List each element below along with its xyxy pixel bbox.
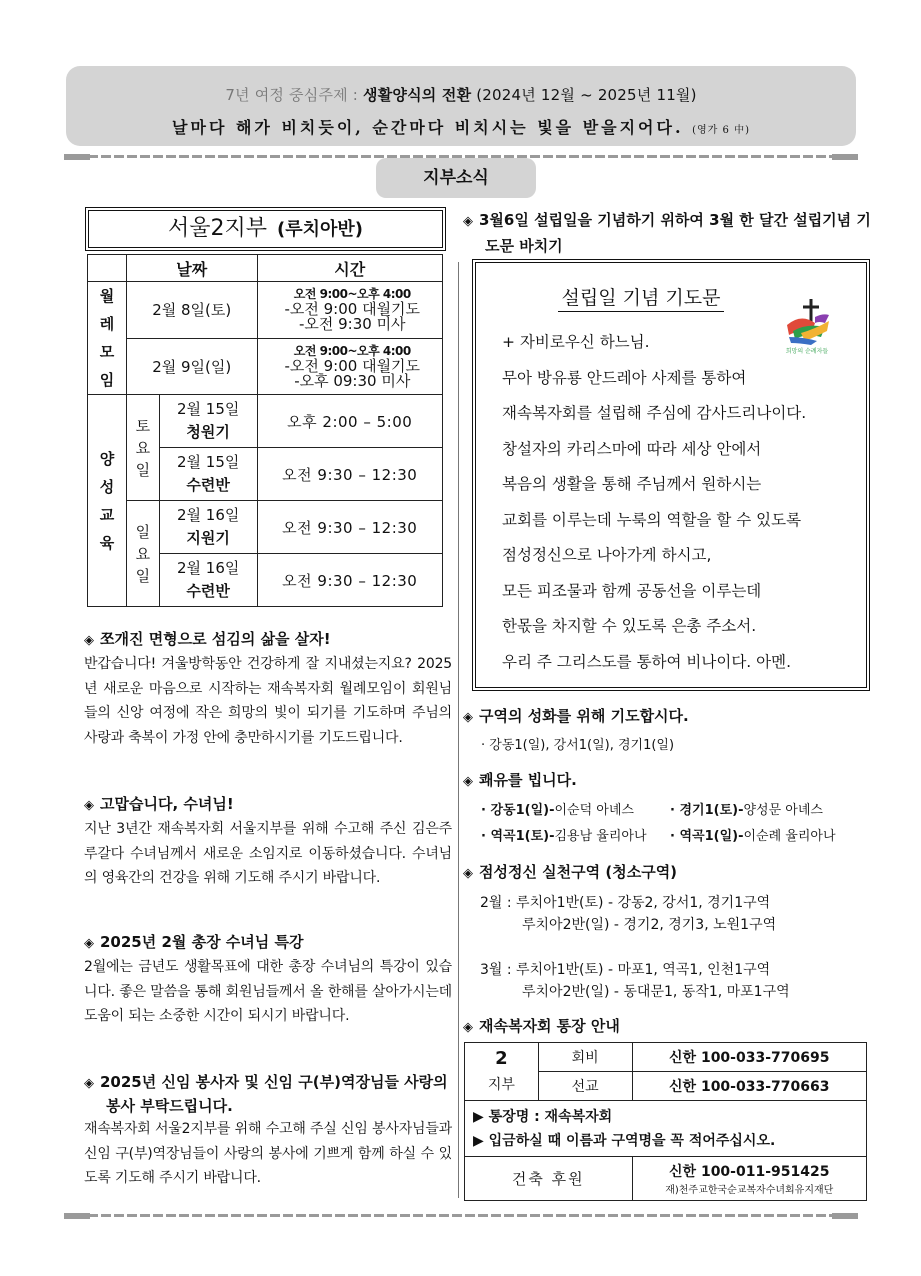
article-title: ◈ 쪼개진 면형으로 섬김의 삶을 살자! (84, 630, 331, 648)
diamond-icon: ◈ (463, 710, 473, 725)
district-prayer-list: · 강동1(일), 강서1(일), 경기1(일) (481, 738, 675, 753)
article-title: ◈ 2025년 2월 총장 수녀님 특강 (84, 933, 304, 951)
schedule-table (87, 254, 443, 607)
account-notes: ▶ 통장명 : 재속복자회 ▶ 입금하실 때 이름과 구역명을 꼭 적어주십시오. (465, 1101, 867, 1157)
healing-item: · 경기1(토)-양성문 아녜스 (670, 803, 823, 818)
diamond-icon: ◈ (84, 798, 94, 813)
healing-item: · 역곡1(토)-김용남 율리아나 (481, 829, 647, 844)
prayer-title: 설립일 기념 기도문 (476, 283, 806, 310)
article-2 (84, 793, 452, 891)
mission-account: 신한 100-033-770663 (632, 1072, 866, 1101)
table-row (465, 1101, 867, 1157)
section-title: 지부소식 (376, 158, 536, 198)
article-title: ◈ 2025년 신임 봉사자 및 신임 구(부)역장님들 사랑의 봉사 부탁드립니다. (84, 1073, 448, 1115)
prayer-box (475, 262, 867, 688)
building-label: 건축 후원 (465, 1157, 633, 1201)
header-motto-source: (영가 6 中) (692, 125, 750, 136)
monthly-date: 2월 9일(일) (126, 338, 257, 395)
diamond-icon: ◈ (463, 866, 473, 881)
schedule-col-time: 시간 (257, 255, 442, 282)
header-period: (2024년 12월 ~ 2025년 11월) (471, 86, 697, 104)
diamond-icon: ◈ (84, 1076, 94, 1091)
practice-line: 루치아2반(일) - 동대문1, 동작1, 마포1구역 (522, 984, 790, 1000)
formation-label: 양 성 교 육 (88, 395, 127, 607)
fee-account: 신한 100-033-770695 (632, 1043, 866, 1072)
divider-top-cap-left (64, 154, 90, 160)
prayer-text: + 자비로우신 하느님. 무아 방유룡 안드레아 사제를 통하여 재속복자회를 설립해 주심에 감사드리나이다. 창설자의 카리스마에 따라 세상 안에서 복음의 생활을 통해 주님께서 원하시는 교회를 이루는데 누룩의 역할을 할 수 있도록 점성정신으로 나아가게 하시고, 모든 피조물과 함께 공동선을 이루는데 한몫을 차지할 수 있도록 은총 주소서. 우리 주 그리스도를 통하여 비나이다. 아멘. (502, 333, 807, 671)
practice-line: 2월 : 루치아1반(토) - 강동2, 강서1, 경기1구역 (480, 895, 771, 911)
formation-date: 2월 15일 청원기 (159, 395, 257, 448)
monthly-meeting-label: 월 레 모 임 (88, 282, 127, 395)
formation-time: 오전 9:30 – 12:30 (257, 554, 442, 607)
founding-title: ◈ 3월6일 설립일을 기념하기 위하여 3월 한 달간 설립기념 기도문 바치기 (463, 211, 871, 255)
formation-date: 2월 16일 수련반 (159, 554, 257, 607)
article-body: 반갑습니다! 겨울방학동안 건강하게 잘 지내셨는지요? 2025년 새로운 마음으로 시작하는 재속복자회 월례모임이 회원님들의 신앙 여정에 작은 희망의 빛이 되기를 기도하며 주님의 사랑과 축복이 가정 안에 충만하시기를 기도드립니다. (84, 656, 452, 746)
table-row (88, 501, 443, 554)
column-divider (458, 262, 459, 1198)
healing-item: · 강동1(일)-이순덕 아녜스 (481, 803, 634, 818)
branch-name: 서울2지부 (167, 216, 267, 241)
diamond-icon: ◈ (84, 936, 94, 951)
practice-title: ◈ 점성정신 실천구역 (청소구역) (463, 863, 678, 881)
formation-time: 오전 9:30 – 12:30 (257, 501, 442, 554)
branch-group: (루치아반) (277, 219, 364, 240)
diamond-icon: ◈ (463, 214, 473, 229)
table-row (465, 1157, 867, 1201)
divider-bottom-cap-left (64, 1213, 90, 1219)
formation-time: 오전 9:30 – 12:30 (257, 448, 442, 501)
diamond-icon: ◈ (84, 633, 94, 648)
sunday-label: 일 요 일 (126, 501, 159, 607)
fee-label: 회비 (538, 1043, 632, 1072)
article-title: ◈ 고맙습니다, 수녀님! (84, 795, 234, 813)
mission-label: 선교 (538, 1072, 632, 1101)
saturday-label: 토 요 일 (126, 395, 159, 501)
formation-date: 2월 15일 수련반 (159, 448, 257, 501)
table-row (88, 395, 443, 448)
building-account: 신한 100-011-951425 재)천주교한국순교복자수녀회유지재단 (632, 1157, 866, 1201)
svg-text:희망의 순례자들: 희망의 순례자들 (785, 348, 829, 355)
article-3 (84, 931, 452, 1029)
divider-bottom (88, 1214, 848, 1217)
table-row (465, 1043, 867, 1072)
schedule-col-date: 날짜 (126, 255, 257, 282)
divider-top-cap-right (832, 154, 858, 160)
formation-date: 2월 16일 지원기 (159, 501, 257, 554)
healing-title: ◈ 쾌유를 빕니다. (463, 771, 577, 789)
district-prayer-title: ◈ 구역의 성화를 위해 기도합시다. (463, 707, 689, 725)
article-body: 재속복자회 서울2지부를 위해 수고해 주실 신임 봉사자님들과 신임 구(부)역장님들이 사랑의 봉사에 기쁘게 함께 하실 수 있도록 기도해 주시기 바랍니다. (84, 1121, 452, 1186)
table-row (88, 282, 443, 339)
table-row (88, 338, 443, 395)
diamond-icon: ◈ (463, 1020, 473, 1035)
monthly-times: 오전 9:00~오후 4:00 -오전 9:00 대월기도 -오후 09:30 미사 (257, 338, 442, 395)
formation-time: 오후 2:00 – 5:00 (257, 395, 442, 448)
account-title: ◈ 재속복자회 통장 안내 (463, 1017, 620, 1035)
header-banner (66, 66, 856, 146)
header-motto: 날마다 해가 비치듯이, 순간마다 비치시는 빛을 받을지어다. (영가 6 中) (172, 118, 750, 137)
branch-title (88, 210, 443, 248)
article-4 (84, 1071, 452, 1191)
account-branch: 2 지부 (465, 1043, 539, 1101)
header-theme: 7년 여정 중심주제 : 생활양식의 전환 (2024년 12월 ~ 2025년 11월) (225, 86, 697, 104)
article-body: 지난 3년간 재속복자회 서울지부를 위해 수고해 주신 김은주 루갈다 수녀님께서 새로운 소임지로 이동하셨습니다. 수녀님의 영육간의 건강을 위해 기도해 주시기 바랍니다. (84, 821, 452, 886)
article-1 (84, 628, 452, 750)
schedule-header-row (88, 255, 443, 282)
account-table (464, 1042, 867, 1201)
diamond-icon: ◈ (463, 774, 473, 789)
header-theme-text: 생활양식의 전환 (363, 86, 472, 104)
article-body: 2월에는 금년도 생활목표에 대한 총장 수녀님의 특강이 있습니다. 좋은 말씀을 통해 회원님들께서 올 한해를 살아가시는데 도움이 되는 소중한 시간이 되시기 바랍니다. (84, 959, 452, 1024)
practice-line: 루치아2반(일) - 경기2, 경기3, 노원1구역 (522, 917, 777, 933)
practice-line: 3월 : 루치아1반(토) - 마포1, 역곡1, 인천1구역 (480, 962, 771, 978)
monthly-date: 2월 8일(토) (126, 282, 257, 339)
divider-bottom-cap-right (832, 1213, 858, 1219)
healing-item: · 역곡1(일)-이순례 율리아나 (670, 829, 836, 844)
monthly-times: 오전 9:00~오후 4:00 -오전 9:00 대월기도 -오전 9:30 미사 (257, 282, 442, 339)
